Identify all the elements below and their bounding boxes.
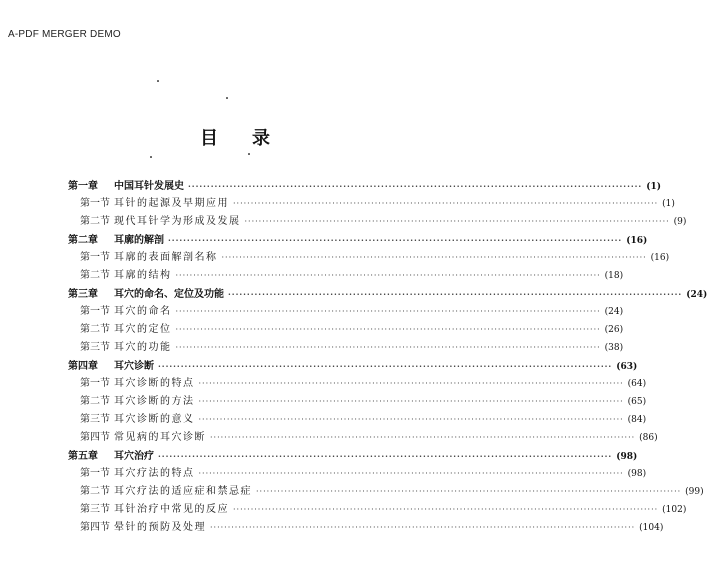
toc-section-row — [68, 465, 647, 483]
toc-entry-number: 第四节 — [80, 522, 110, 533]
toc-page-number: (63) — [616, 362, 638, 372]
toc-section-row — [68, 267, 624, 285]
toc-entry-title: 耳穴的定位 — [114, 324, 172, 335]
scan-speck — [248, 153, 250, 155]
toc-leader-dots: ························································································································ — [221, 253, 647, 262]
toc-entry-title: 耳穴治疗 — [114, 451, 154, 462]
toc-leader-dots: ························································································································ — [233, 505, 659, 514]
toc-page-number: (18) — [604, 271, 624, 281]
page-title — [0, 124, 460, 150]
table-of-contents — [68, 177, 707, 537]
toc-page-number: (98) — [616, 452, 638, 462]
toc-entry-number: 第一节 — [80, 198, 110, 209]
toc-entry-number: 第二节 — [80, 216, 110, 227]
toc-page-number: (65) — [627, 397, 647, 407]
toc-entry-title: 常见病的耳穴诊断 — [114, 432, 206, 443]
toc-entry-title: 耳穴疗法的特点 — [114, 468, 195, 479]
toc-section-row — [68, 321, 624, 339]
toc-leader-dots: ························································································································ — [175, 325, 601, 334]
toc-entry-number: 第四节 — [80, 432, 110, 443]
toc-leader-dots: ························································································································ — [198, 415, 624, 424]
toc-entry-number: 第一节 — [80, 252, 110, 263]
toc-section-row — [68, 519, 664, 537]
toc-entry-title: 耳穴诊断的方法 — [114, 396, 195, 407]
toc-page-number: (26) — [604, 325, 624, 335]
toc-entry-title: 耳穴诊断的意义 — [114, 414, 195, 425]
toc-section-row — [68, 339, 624, 357]
toc-page-number: (99) — [685, 487, 704, 497]
toc-leader-dots: ························································································································ — [244, 217, 670, 226]
toc-page-number: (102) — [662, 505, 687, 515]
toc-entry-number: 第一节 — [80, 306, 110, 317]
toc-entry-number: 第二章 — [68, 235, 98, 246]
toc-section-row — [68, 501, 687, 519]
toc-entry-title: 耳穴的命名、定位及功能 — [114, 289, 224, 300]
toc-entry-number: 第三节 — [80, 504, 110, 515]
scan-speck — [157, 80, 159, 82]
toc-section-row — [68, 213, 687, 231]
watermark-text: A-PDF MERGER DEMO — [8, 29, 121, 40]
toc-leader-dots: ························································································································ — [175, 307, 601, 316]
toc-page-number: (38) — [604, 343, 624, 353]
toc-leader-dots: ························································································································ — [198, 469, 624, 478]
toc-section-row — [68, 393, 647, 411]
toc-leader-dots: ························································································································ — [198, 379, 624, 388]
toc-chapter-row — [68, 231, 648, 249]
toc-page-number: (16) — [650, 253, 670, 263]
toc-page-number: (64) — [627, 379, 647, 389]
toc-entry-title: 耳穴诊断的特点 — [114, 378, 195, 389]
toc-entry-title: 耳廓的表面解剖名称 — [114, 252, 218, 263]
toc-leader-dots: ························································································································ — [168, 235, 623, 245]
toc-page-number: (84) — [627, 415, 647, 425]
toc-leader-dots: ························································································································ — [210, 523, 636, 532]
toc-page-number: (9) — [673, 217, 687, 227]
toc-leader-dots: ························································································································ — [210, 433, 636, 442]
title-char-left: 目 — [200, 128, 218, 149]
title-char-right: 录 — [252, 128, 270, 149]
toc-entry-title: 耳针治疗中常见的反应 — [114, 504, 229, 515]
toc-leader-dots: ························································································································ — [175, 271, 601, 280]
toc-page-number: (16) — [626, 236, 648, 246]
toc-entry-number: 第二节 — [80, 270, 110, 281]
toc-entry-title: 耳穴的功能 — [114, 342, 172, 353]
toc-page-number: (104) — [639, 523, 664, 533]
toc-entry-title: 耳针的起源及早期应用 — [114, 198, 229, 209]
toc-section-row — [68, 411, 647, 429]
toc-section-row — [68, 303, 624, 321]
toc-entry-title: 耳穴的命名 — [114, 306, 172, 317]
toc-leader-dots: ························································································································ — [256, 487, 682, 496]
toc-chapter-row — [68, 357, 638, 375]
toc-leader-dots: ························································································································ — [233, 199, 659, 208]
toc-leader-dots: ························································································································ — [228, 289, 683, 299]
toc-entry-title: 晕针的预防及处理 — [114, 522, 206, 533]
toc-entry-number: 第一节 — [80, 378, 110, 389]
toc-leader-dots: ························································································································ — [188, 181, 643, 191]
toc-entry-number: 第四章 — [68, 361, 98, 372]
scan-speck — [226, 97, 228, 99]
toc-leader-dots: ························································································································ — [158, 361, 613, 371]
toc-entry-title: 中国耳针发展史 — [114, 181, 184, 192]
toc-page-number: (98) — [627, 469, 647, 479]
toc-chapter-row — [68, 177, 661, 195]
toc-page-number: (1) — [662, 199, 675, 209]
toc-page-number: (24) — [604, 307, 624, 317]
toc-leader-dots: ························································································································ — [175, 343, 601, 352]
toc-entry-number: 第五章 — [68, 451, 98, 462]
scan-speck — [150, 156, 152, 158]
toc-section-row — [68, 195, 675, 213]
toc-leader-dots: ························································································································ — [158, 451, 613, 461]
toc-section-row — [68, 249, 670, 267]
toc-entry-number: 第二节 — [80, 324, 110, 335]
toc-page-number: (86) — [639, 433, 658, 443]
toc-entry-title: 耳穴诊断 — [114, 361, 154, 372]
toc-leader-dots: ························································································································ — [198, 397, 624, 406]
toc-entry-title: 耳廓的解剖 — [114, 235, 164, 246]
toc-entry-number: 第一章 — [68, 181, 98, 192]
toc-page-number: (1) — [646, 182, 661, 192]
toc-entry-number: 第三节 — [80, 414, 110, 425]
toc-entry-number: 第二节 — [80, 486, 110, 497]
toc-page-number: (24) — [686, 290, 707, 300]
toc-entry-title: 耳穴疗法的适应症和禁忌症 — [114, 486, 252, 497]
toc-section-row — [68, 375, 647, 393]
toc-section-row — [68, 483, 704, 501]
toc-entry-number: 第一节 — [80, 468, 110, 479]
toc-section-row — [68, 429, 658, 447]
toc-chapter-row — [68, 447, 638, 465]
toc-entry-title: 现代耳针学为形成及发展 — [114, 216, 241, 227]
toc-entry-number: 第二节 — [80, 396, 110, 407]
toc-entry-number: 第三章 — [68, 289, 98, 300]
toc-entry-title: 耳廓的结构 — [114, 270, 172, 281]
toc-chapter-row — [68, 285, 707, 303]
toc-entry-number: 第三节 — [80, 342, 110, 353]
